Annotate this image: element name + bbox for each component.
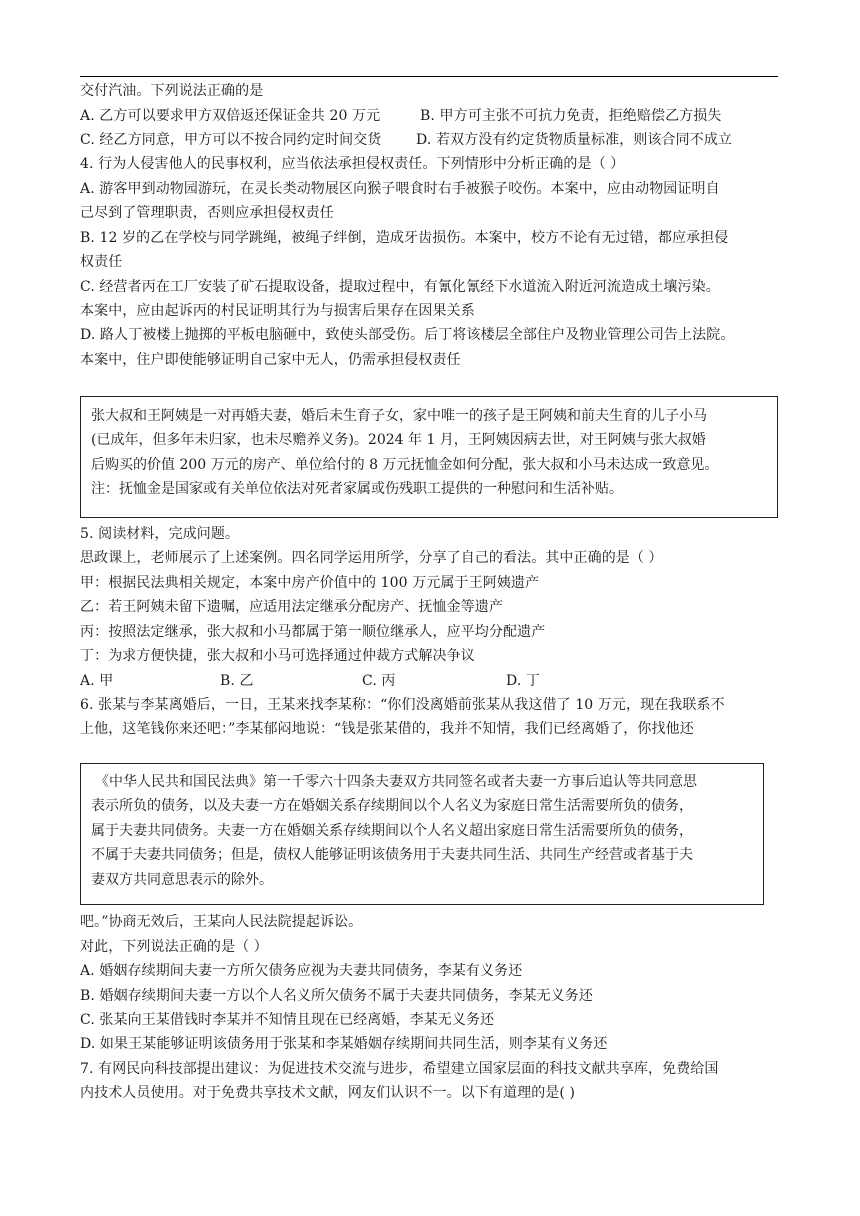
q6-stem-line-3: 吧。”协商无效后，王某向人民法院提起诉讼。 xyxy=(80,914,363,930)
q6-stem-line-2: 上他，这笔钱你来还吧：”李某郁闷地说：“钱是张某借的，我并不知情，我们已经离婚了，你找他还 xyxy=(80,721,694,737)
case-material-line-2: (已成年，但多年未归家，也未尽赡养义务)。2024 年 1 月，王阿姨因病去世，对王阿姨与张大叔婚 xyxy=(91,432,706,448)
case-material-note: 注：抚恤金是国家或有关单位依法对死者家属或伤残职工提供的一种慰问和生活补贴。 xyxy=(91,481,623,497)
q5-statement-ding: 丁：为求方便快捷，张大叔和小马可选择通过仲裁方式解决争议 xyxy=(80,648,475,664)
q6-option-c: C. 张某向王某借钱时李某并不知情且现在已经离婚，李某无义务还 xyxy=(80,1012,495,1028)
civil-code-line-1: 《中华人民共和国民法典》第一千零六十四条夫妻双方共同签名或者夫妻一方事后追认等共同意思 xyxy=(95,774,697,790)
q7-stem-line-2: 内技术人员使用。对于免费共享技术文献，网友们认识不一。以下有道理的是( ) xyxy=(80,1085,576,1101)
civil-code-line-2: 表示所负的债务，以及夫妻一方在婚姻关系存续期间以个人名义为家庭日常生活需要所负的债务， xyxy=(91,798,693,814)
q5-option-b: B. 乙 xyxy=(220,673,254,689)
q5-intro: 思政课上，老师展示了上述案例。四名同学运用所学，分享了自己的看法。其中正确的是（ ） xyxy=(80,550,663,566)
case-material-line-1: 张大叔和王阿姨是一对再婚夫妻，婚后未生育子女，家中唯一的孩子是王阿姨和前夫生育的儿子小马 xyxy=(91,408,707,424)
q3-options-row-1 xyxy=(80,106,722,126)
q5-statement-bing: 丙：按照法定继承，张大叔和小马都属于第一顺位继承人，应平均分配遗产 xyxy=(80,624,546,640)
case-material-line-3: 后购买的价值 200 万元的房产、单位给付的 8 万元抚恤金如何分配，张大叔和小马未达成一致意见。 xyxy=(91,457,719,473)
q4-option-c-line-1: C. 经营者丙在工厂安装了矿石提取设备，提取过程中，有氰化氰经下水道流入附近河流造成土壤污染。 xyxy=(80,279,720,295)
q6-option-b: B. 婚姻存续期间夫妻一方以个人名义所欠债务不属于夫妻共同债务，李某无义务还 xyxy=(80,988,593,1004)
q4-option-d-line-2: 本案中，住户即使能够证明自己家中无人，仍需承担侵权责任 xyxy=(80,352,461,368)
q3-option-c: C. 经乙方同意，甲方可以不按合同约定时间交货 xyxy=(80,132,382,148)
q3-stem-continuation: 交付汽油。下列说法正确的是 xyxy=(80,83,264,99)
q7-stem-line-1: 7. 有网民向科技部提出建议：为促进技术交流与进步，希望建立国家层面的科技文献共享库，免费给国 xyxy=(80,1061,719,1077)
q4-option-d-line-1: D. 路人丁被楼上抛掷的平板电脑砸中，致使头部受伤。后丁将该楼层全部住户及物业管理公司告上法院。 xyxy=(80,327,735,343)
q5-statement-jia: 甲：根据民法典相关规定，本案中房产价值中的 100 万元属于王阿姨遗产 xyxy=(80,575,540,591)
q4-option-a-line-2: 己尽到了管理职责，否则应承担侵权责任 xyxy=(80,205,334,221)
civil-code-excerpt-box xyxy=(80,763,764,905)
q4-option-b-line-2: 权责任 xyxy=(80,254,123,270)
q3-options-row-2 xyxy=(80,130,732,150)
q6-option-d: D. 如果王某能够证明该债务用于张某和李某婚姻存续期间共同生活，则李某有义务还 xyxy=(80,1036,608,1052)
q3-option-d: D. 若双方没有约定货物质量标准，则该合同不成立 xyxy=(416,132,733,148)
q5-stem: 5. 阅读材料，完成问题。 xyxy=(80,526,240,542)
q4-option-a-line-1: A. 游客甲到动物园游玩，在灵长类动物展区向猴子喂食时右手被猴子咬伤。本案中，应由动物园证明自 xyxy=(80,181,720,197)
q6-option-a: A. 婚姻存续期间夫妻一方所欠债务应视为夫妻共同债务，李某有义务还 xyxy=(80,963,523,979)
q5-option-a: A. 甲 xyxy=(80,673,114,689)
q4-stem: 4. 行为人侵害他人的民事权利，应当依法承担侵权责任。下列情形中分析正确的是（ ） xyxy=(80,156,625,172)
q5-option-d: D. 丁 xyxy=(506,673,541,689)
q5-statement-yi: 乙：若王阿姨未留下遗嘱，应适用法定继承分配房产、抚恤金等遗产 xyxy=(80,599,503,615)
q4-option-b-line-1: B. 12 岁的乙在学校与同学跳绳，被绳子绊倒，造成牙齿损伤。本案中，校方不论有无过错，都应承担侵 xyxy=(80,230,729,246)
q3-option-b: B. 甲方可主张不可抗力免责，拒绝赔偿乙方损失 xyxy=(420,108,722,124)
q5-options-row xyxy=(80,671,540,691)
civil-code-line-4: 不属于夫妻共同债务；但是，债权人能够证明该债务用于夫妻共同生活、共同生产经营或者基于夫 xyxy=(91,847,693,863)
q6-stem-line-1: 6. 张某与李某离婚后，一日，王某来找李某称：“你们没离婚前张某从我这借了 10 万元，现在我联系不 xyxy=(80,697,725,713)
header-rule xyxy=(80,76,778,77)
q3-option-a: A. 乙方可以要求甲方双倍返还保证金共 20 万元 xyxy=(80,108,381,124)
q6-question: 对此，下列说法正确的是（ ） xyxy=(80,939,268,955)
civil-code-line-5: 妻双方共同意思表示的除外。 xyxy=(91,872,273,888)
civil-code-line-3: 属于夫妻共同债务。夫妻一方在婚姻关系存续期间以个人名义超出家庭日常生活需要所负的债务， xyxy=(91,823,693,839)
q5-option-c: C. 丙 xyxy=(362,673,396,689)
q4-option-c-line-2: 本案中，应由起诉丙的村民证明其行为与损害后果存在因果关系 xyxy=(80,303,475,319)
case-material-box xyxy=(80,396,778,518)
